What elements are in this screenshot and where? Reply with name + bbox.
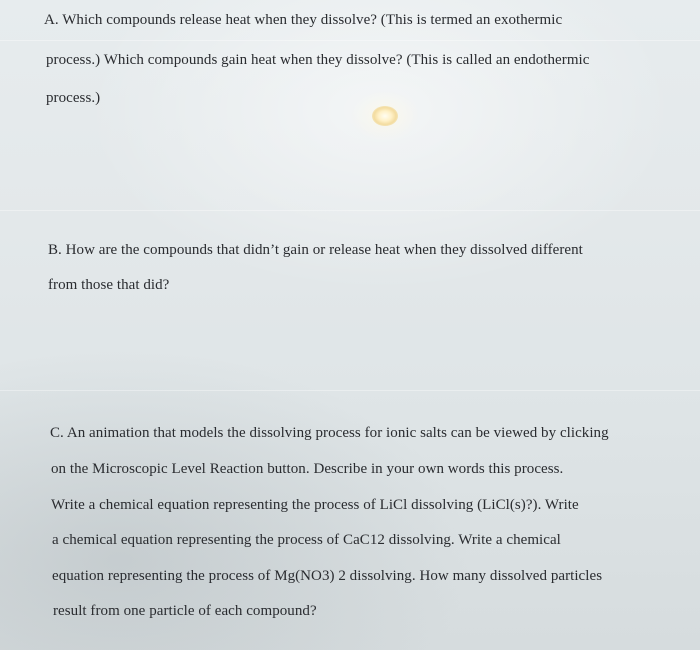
question-a-line-1: A. Which compounds release heat when they dissolve? (This is termed an exothermic: [44, 12, 563, 28]
question-c-line-5: equation representing the process of Mg(NO3) 2 dissolving. How many dissolved particles: [52, 568, 603, 584]
question-c-line-6: result from one particle of each compound?: [53, 603, 317, 619]
question-b-line-2: from those that did?: [48, 277, 170, 293]
question-c-line-4: a chemical equation representing the process of CaC12 dissolving. Write a chemical: [52, 532, 561, 548]
question-c-line-2: on the Microscopic Level Reaction button. Describe in your own words this process.: [51, 461, 564, 477]
question-a-line-2: process.) Which compounds gain heat when they dissolve? (This is called an endothermic: [46, 52, 590, 68]
question-b-line-1: B. How are the compounds that didn’t gain or release heat when they dissolved different: [48, 242, 583, 258]
question-a-line-3: process.): [46, 90, 101, 106]
light-reflection: [372, 106, 398, 126]
question-c-line-1: C. An animation that models the dissolving process for ionic salts can be viewed by clicking: [50, 425, 609, 441]
question-c-line-3: Write a chemical equation representing the process of LiCl dissolving (LiCl(s)?). Write: [51, 497, 579, 513]
